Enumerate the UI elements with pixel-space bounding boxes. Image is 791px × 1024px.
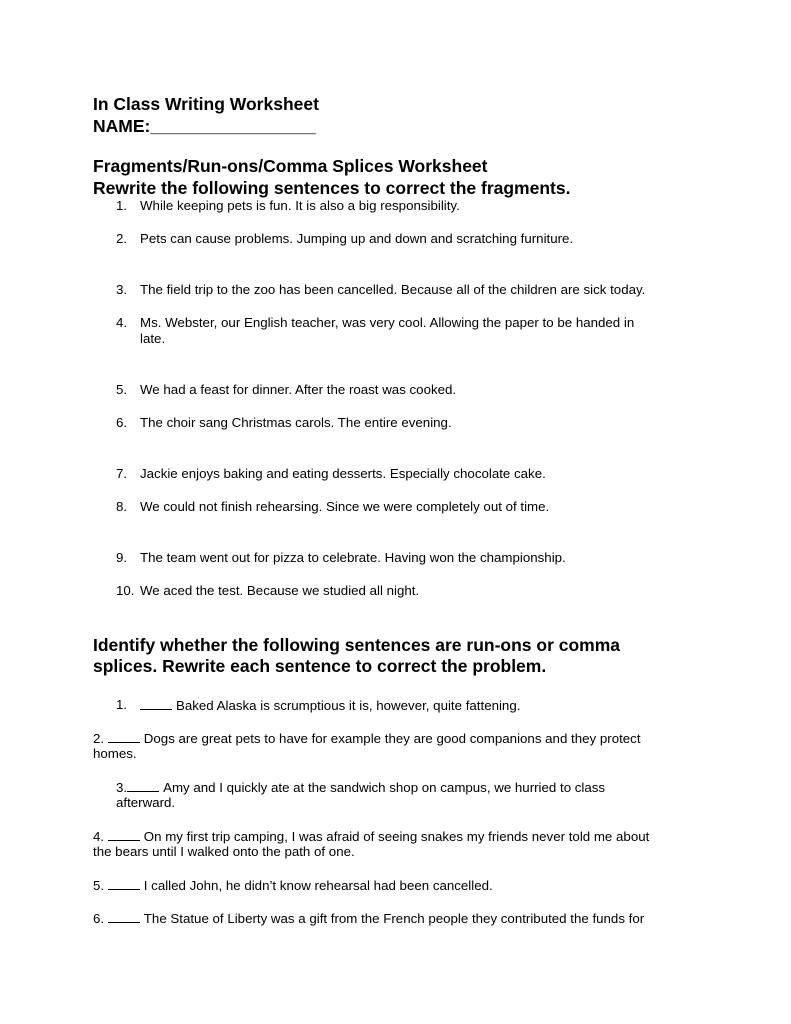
- fragment-item-4-continued: late.: [140, 331, 166, 346]
- runon-item-5-number: 5.: [93, 878, 105, 893]
- fragment-item-4: Ms. Webster, our English teacher, was very cool. Allowing the paper to be handed in: [140, 315, 635, 330]
- runon-item-3: [116, 779, 605, 796]
- runon-item-1-text: Baked Alaska is scrumptious it is, however, quite fattening.: [176, 698, 521, 713]
- runon-item-1: [140, 697, 520, 714]
- runon-item-2-continued: homes.: [93, 746, 137, 761]
- fragment-item-4-number: 4.: [116, 315, 128, 330]
- runon-item-4-number: 4.: [93, 829, 105, 844]
- section2-title-line1: Identify whether the following sentences are run-ons or comma: [93, 635, 621, 655]
- fragment-item-8-number: 8.: [116, 499, 128, 514]
- worksheet-title: In Class Writing Worksheet: [93, 94, 319, 114]
- runon-item-4-text: On my first trip camping, I was afraid of seeing snakes my friends never told me about: [143, 829, 650, 844]
- fragment-item-3: The field trip to the zoo has been cancelled. Because all of the children are sick today.: [140, 282, 646, 297]
- section1-instruction: Rewrite the following sentences to correct the fragments.: [93, 178, 571, 198]
- runon-item-2-text: Dogs are great pets to have for example they are good companions and they protect: [143, 731, 641, 746]
- fragment-item-9: The team went out for pizza to celebrate. Having won the championship.: [140, 550, 566, 565]
- name-field-label: NAME:_________________: [93, 116, 316, 136]
- runon-item-5: [93, 877, 493, 894]
- runon-item-1-number: 1.: [116, 697, 128, 712]
- fragment-item-10: We aced the test. Because we studied all night.: [140, 583, 420, 598]
- fragment-item-2: Pets can cause problems. Jumping up and down and scratching furniture.: [140, 231, 574, 246]
- answer-blank[interactable]: [108, 730, 140, 743]
- fragment-item-5-number: 5.: [116, 382, 128, 397]
- section1-title: Fragments/Run-ons/Comma Splices Worksheet: [93, 156, 488, 176]
- runon-item-3-text: Amy and I quickly ate at the sandwich shop on campus, we hurried to class: [163, 780, 606, 795]
- runon-item-2-number: 2.: [93, 731, 105, 746]
- fragment-item-8: We could not finish rehearsing. Since we were completely out of time.: [140, 499, 550, 514]
- answer-blank[interactable]: [140, 697, 172, 710]
- fragment-item-9-number: 9.: [116, 550, 128, 565]
- runon-item-4: [93, 828, 649, 845]
- answer-blank[interactable]: [108, 910, 140, 923]
- runon-item-2: [93, 730, 641, 747]
- fragment-item-2-number: 2.: [116, 231, 128, 246]
- runon-item-6: [93, 910, 644, 927]
- answer-blank[interactable]: [108, 828, 140, 841]
- fragment-item-7-number: 7.: [116, 466, 128, 481]
- fragment-item-1: While keeping pets is fun. It is also a big responsibility.: [140, 198, 460, 213]
- fragment-item-6-number: 6.: [116, 415, 128, 430]
- fragment-item-7: Jackie enjoys baking and eating desserts. Especially chocolate cake.: [140, 466, 546, 481]
- answer-blank[interactable]: [127, 779, 159, 792]
- runon-item-3-number: 3.: [116, 780, 128, 795]
- answer-blank[interactable]: [108, 877, 140, 890]
- fragment-item-6: The choir sang Christmas carols. The entire evening.: [140, 415, 452, 430]
- runon-item-5-text: I called John, he didn’t know rehearsal had been cancelled.: [143, 878, 493, 893]
- section2-title-line2: splices. Rewrite each sentence to correct the problem.: [93, 656, 547, 676]
- fragment-item-3-number: 3.: [116, 282, 128, 297]
- fragment-item-5: We had a feast for dinner. After the roast was cooked.: [140, 382, 457, 397]
- runon-item-6-number: 6.: [93, 911, 105, 926]
- fragment-item-10-number: 10.: [116, 583, 135, 598]
- runon-item-6-text: The Statue of Liberty was a gift from the French people they contributed the funds for: [143, 911, 645, 926]
- runon-item-3-continued: afterward.: [116, 795, 176, 810]
- runon-item-4-continued: the bears until I walked onto the path of one.: [93, 844, 355, 859]
- fragment-item-1-number: 1.: [116, 198, 128, 213]
